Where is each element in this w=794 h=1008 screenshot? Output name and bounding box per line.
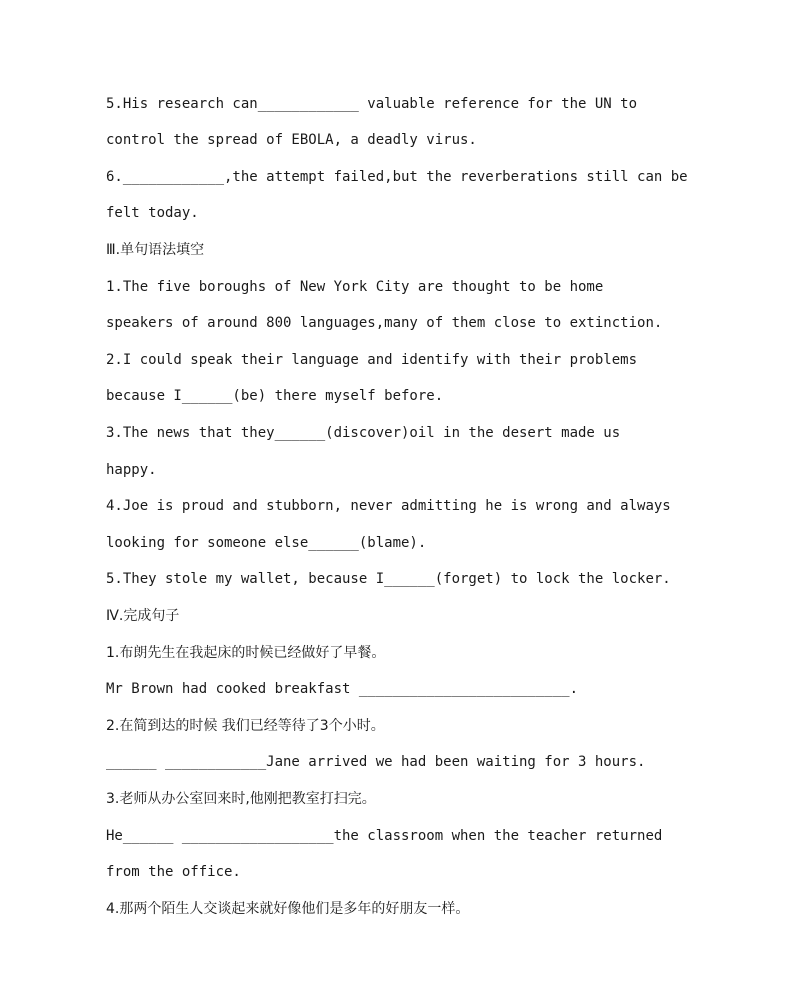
text-line: Mr Brown had cooked breakfast _________________________. [106,681,579,697]
text-line: happy. [106,462,157,478]
text-line: 1.布朗先生在我起床的时候已经做好了早餐。 [106,645,386,661]
text-line: 3.The news that they______(discover)oil in the desert made us [106,425,621,441]
text-line: because I______(be) there myself before. [106,388,444,404]
section-heading: Ⅲ.单句语法填空 [106,242,205,258]
text-line: from the office. [106,864,241,880]
text-line: 1.The five boroughs of New York City are thought to be home [106,279,604,295]
text-line: 5.His research can____________ valuable reference for the UN to [106,96,638,112]
text-line: felt today. [106,205,199,221]
section-heading: Ⅳ.完成句子 [106,608,180,624]
text-line: speakers of around 800 languages,many of them close to extinction. [106,315,663,331]
text-line: ______ ____________Jane arrived we had been waiting for 3 hours. [106,754,646,770]
text-line: 5.They stole my wallet, because I______(forget) to lock the locker. [106,571,671,587]
text-line: control the spread of EBOLA, a deadly virus. [106,132,477,148]
text-line: looking for someone else______(blame). [106,535,427,551]
text-line: 6.____________,the attempt failed,but the reverberations still can be [106,169,688,185]
text-line: 3.老师从办公室回来时,他刚把教室打扫完。 [106,791,376,807]
text-line: 4.那两个陌生人交谈起来就好像他们是多年的好朋友一样。 [106,901,470,917]
text-line: 2.I could speak their language and identify with their problems [106,352,638,368]
text-line: 4.Joe is proud and stubborn, never admitting he is wrong and always [106,498,671,514]
text-line: 2.在简到达的时候 我们已经等待了3个小时。 [106,718,385,734]
text-line: He______ __________________the classroom when the teacher returned [106,828,663,844]
